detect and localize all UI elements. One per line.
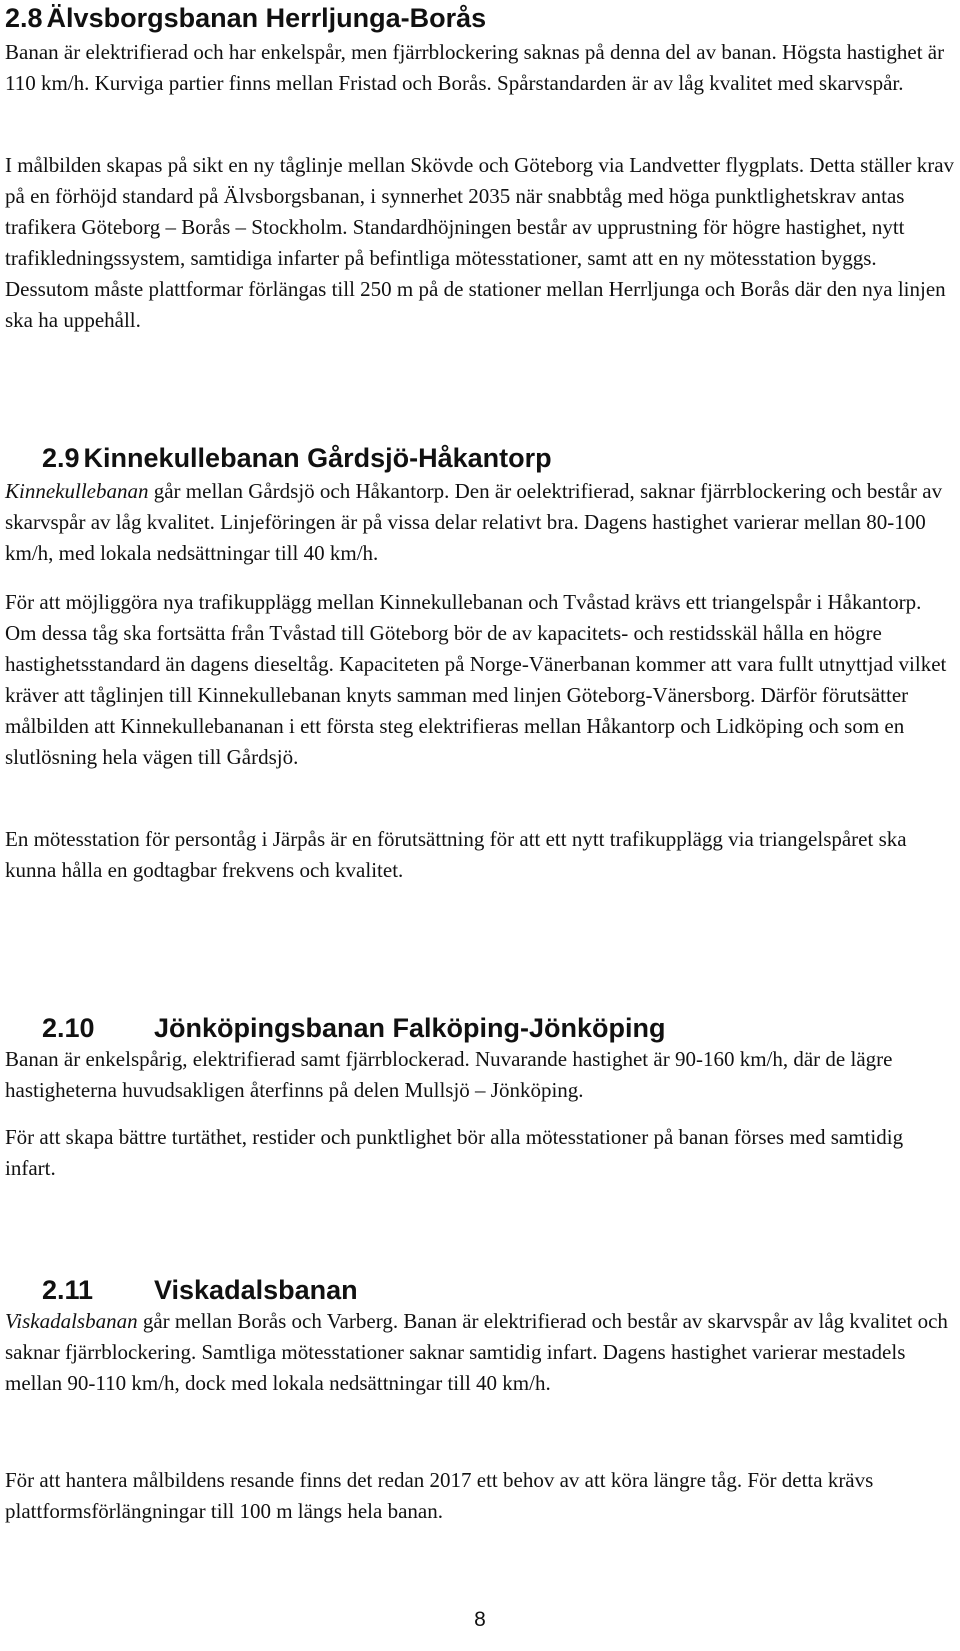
paragraph: För att möjliggöra nya trafikupplägg mellan Kinnekullebanan och Tvåstad krävs ett triangelspår i Håkantorp. Om dessa tåg ska fortsätta från Tvåstad till Göteborg bör de av kapacitets- och restidsskäl hålla en högre hastighetsstandard än dagens dieseltåg. Kapaciteten på Norge-Vänerbanan kommer att vara fullt utnyttjad vilket kräver att tåglinjen till Kinnekullebanan knyts samman med linjen Göteborg-Vänersborg. Därför förutsätter målbilden att Kinnekullebananan i ett första steg elektrifieras mellan Håkantorp och Lidköping och som en slutlösning hela vägen till Gårdsjö. (5, 590, 947, 769)
paragraph (5, 1306, 955, 1399)
section-title: Kinnekullebanan Gårdsjö-Håkantorp (83, 443, 552, 473)
paragraph-text: går mellan Borås och Varberg. Banan är elektrifierad och består av skarvspår av låg kvalitet och saknar fjärrblockering. Samtliga mötesstationer saknar samtidig infart. Dagens hastighet varierar mestadels mellan 90-110 km/h, dock med lokala nedsättningar till 40 km/h. (5, 1309, 948, 1395)
section-title: Jönköpingsbanan Falköping-Jönköping (154, 1013, 666, 1043)
paragraph: Banan är enkelspårig, elektrifierad samt fjärrblockerad. Nuvarande hastighet är 90-160 km/h, där de lägre hastigheterna huvudsakligen återfinns på delen Mullsjö – Jönköping. (5, 1047, 893, 1102)
section-heading-2-10 (42, 1011, 666, 1045)
section-number: 2.9 (42, 443, 80, 473)
paragraph: Banan är elektrifierad och har enkelspår, men fjärrblockering saknas på denna del av banan. Högsta hastighet är 110 km/h. Kurviga partier finns mellan Fristad och Borås. Spårstandarden är av låg kvalitet med skarvspår. (5, 40, 945, 95)
paragraph: I målbilden skapas på sikt en ny tåglinje mellan Skövde och Göteborg via Landvetter flygplats. Detta ställer krav på en förhöjd standard på Älvsborgsbanan, i synnerhet 2035 när snabbtåg med höga punktlighetskrav antas trafikera Göteborg – Borås – Stockholm. Standardhöjningen består av upprustning för högre hastighet, nytt trafikledningssystem, samtidiga infarter på befintliga mötesstationer, samt att en ny mötesstation byggs. Dessutom måste plattformar förlängas till 250 m på de stationer mellan Herrljunga och Borås där den nya linjen ska ha uppehåll. (5, 153, 955, 332)
railway-name: Viskadalsbanan (5, 1309, 138, 1333)
section-title: Viskadalsbanan (154, 1275, 358, 1305)
section-number: 2.8 (5, 3, 43, 33)
section-number: 2.11 (42, 1275, 94, 1305)
paragraph (5, 476, 955, 569)
section-title: Älvsborgsbanan Herrljunga-Borås (46, 3, 487, 33)
railway-name: Kinnekullebanan (5, 479, 149, 503)
paragraph: En mötesstation för persontåg i Järpås är en förutsättning för att ett nytt trafikupplägg via triangelspåret ska kunna hålla en godtagbar frekvens och kvalitet. (5, 827, 907, 882)
section-number: 2.10 (42, 1013, 95, 1043)
paragraph: För att skapa bättre turtäthet, restider och punktlighet bör alla mötesstationer på banan förses med samtidig infart. (5, 1125, 904, 1180)
paragraph-text: går mellan Gårdsjö och Håkantorp. Den är oelektrifierad, saknar fjärrblockering och består av skarvspår av låg kvalitet. Linjeföringen är på vissa delar relativt bra. Dagens hastighet varierar mellan 80-100 km/h, med lokala nedsättningar till 40 km/h. (5, 479, 943, 565)
page-number: 8 (474, 1608, 486, 1631)
section-heading-2-11 (42, 1273, 358, 1307)
paragraph: För att hantera målbildens resande finns det redan 2017 ett behov av att köra längre tåg. För detta krävs plattformsförlängningar till 100 m längs hela banan. (5, 1468, 874, 1523)
section-heading-2-9 (42, 441, 552, 475)
section-heading-2-8 (5, 1, 486, 35)
